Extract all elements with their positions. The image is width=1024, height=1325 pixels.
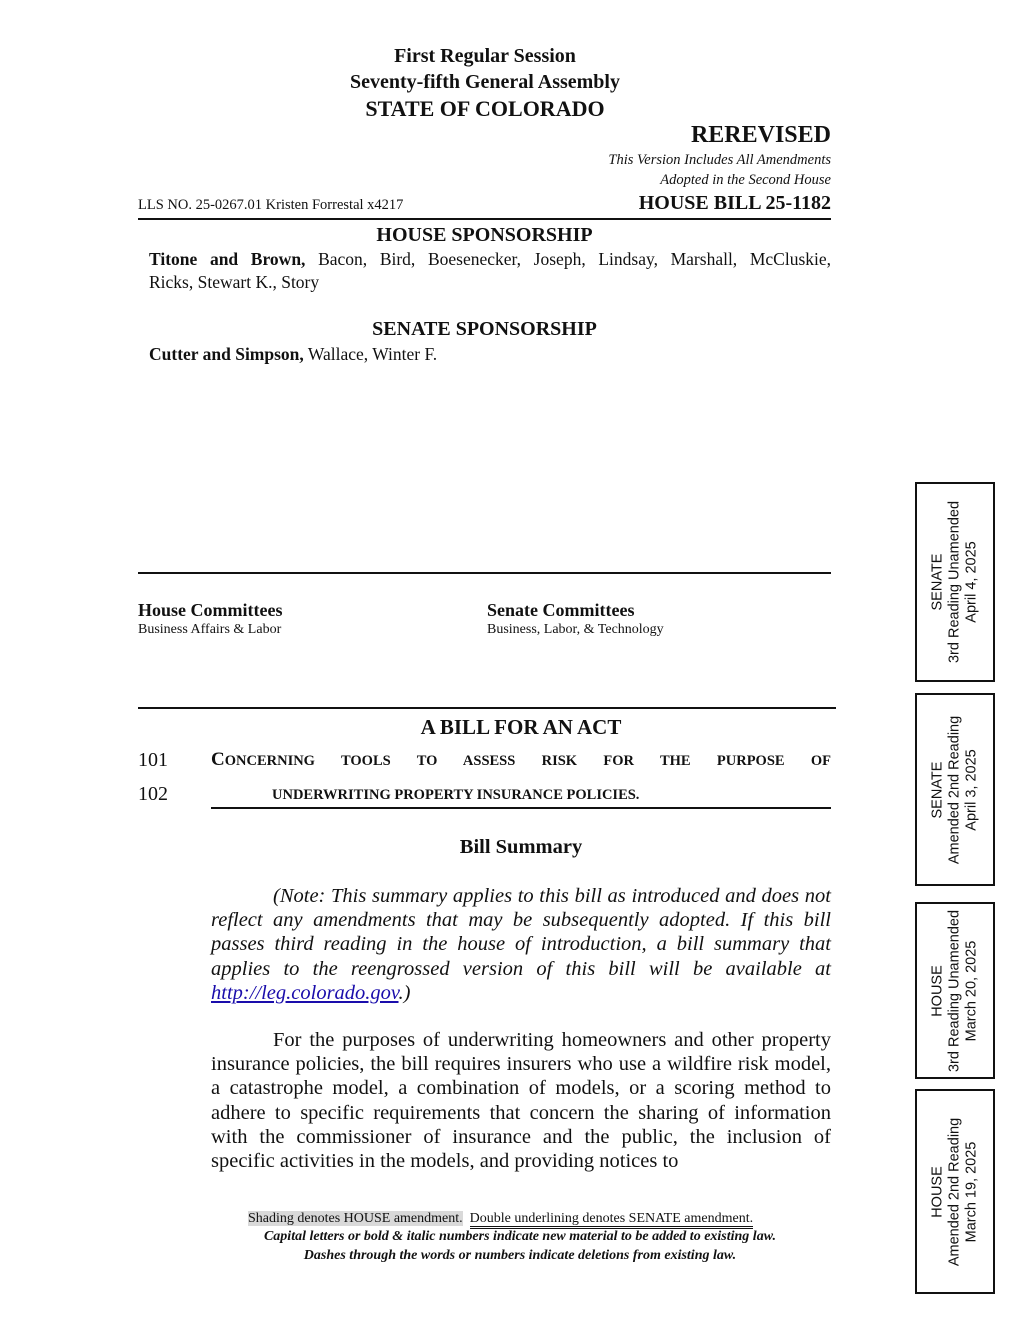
senate-committees-list: Business, Labor, & Technology [487, 622, 664, 637]
senate-prime-sponsors: Cutter and Simpson, [149, 344, 304, 364]
status-date: April 3, 2025 [963, 748, 980, 831]
line-number-102: 102 [138, 783, 168, 805]
status-date: March 20, 2025 [963, 940, 980, 1041]
bill-number: HOUSE BILL 25-1182 [638, 192, 831, 214]
summary-note-close: .) [398, 981, 411, 1004]
house-cosponsors-line2: Ricks, Stewart K., Story [149, 272, 320, 292]
header-rule [138, 218, 831, 220]
state-label: STATE OF COLORADO [365, 96, 605, 121]
house-committees-heading: House Committees [138, 600, 283, 620]
summary-note [211, 884, 831, 1005]
house-sponsors-line1 [149, 249, 831, 270]
bill-title-initial: C [211, 749, 225, 770]
summary-note-text: (Note: This summary applies to this bill as introduced and does not reflect any amendments that may be subsequently adopted. If this bill passes third reading in the house of introduction, a bill summary that applies to the reengrossed version of this bill will be available at [211, 885, 831, 980]
bill-title-line1 [211, 749, 831, 771]
house-sponsorship-heading: HOUSE SPONSORSHIP [376, 224, 593, 246]
lls-number: LLS NO. 25-0267.01 Kristen Forrestal x4217 [138, 197, 404, 213]
status-chamber: HOUSE [929, 964, 946, 1017]
status-box-house-2nd [915, 1089, 995, 1294]
session-label: First Regular Session [394, 45, 576, 67]
assembly-label: Seventy-fifth General Assembly [350, 71, 620, 93]
bill-heading: A BILL FOR AN ACT [420, 715, 622, 739]
version-note-line2: Adopted in the Second House [660, 172, 831, 188]
house-committees-list: Business Affairs & Labor [138, 622, 282, 637]
summary-heading: Bill Summary [459, 836, 583, 858]
status-box-house-3rd-text [930, 909, 981, 1071]
bill-title-line2: UNDERWRITING PROPERTY INSURANCE POLICIES. [272, 787, 640, 803]
status-box-senate-2nd-text [930, 715, 981, 863]
line-number-101: 101 [138, 749, 168, 771]
house-prime-sponsors: Titone and Brown, [149, 249, 306, 269]
senate-cosponsors: Wallace, Winter F. [307, 344, 438, 364]
senate-sponsors [149, 344, 437, 365]
summary-body [211, 1028, 831, 1173]
status-chamber: HOUSE [929, 1165, 946, 1218]
status-action: Amended 2nd Reading [946, 715, 963, 864]
committees-top-rule [138, 572, 831, 574]
house-cosponsors-line1: Bacon, Bird, Boesenecker, Joseph, Lindsay, Marshall, McCluskie, [318, 249, 832, 269]
bill-title-line1-text: ONCERNING TOOLS TO ASSESS RISK FOR THE PURPOSE OF [224, 753, 831, 769]
version-note-line1: This Version Includes All Amendments [608, 152, 831, 168]
amendment-legend [248, 1211, 753, 1227]
capital-letters-note: Capital letters or bold & italic numbers indicate new material to be added to existing law. [263, 1229, 777, 1244]
status-action: 3rd Reading Unamended [946, 500, 963, 664]
status-date: April 4, 2025 [963, 541, 980, 623]
senate-committees-heading: Senate Committees [487, 600, 635, 620]
status-action: Amended 2nd Reading [946, 1117, 963, 1266]
dashes-note: Dashes through the words or numbers indicate deletions from existing law. [303, 1248, 737, 1263]
status-chamber: SENATE [929, 761, 946, 818]
status-box-house-2nd-text [930, 1117, 981, 1265]
version-status: REREVISED [690, 122, 831, 148]
bill-bottom-rule [211, 807, 831, 809]
status-box-senate-3rd [915, 482, 995, 682]
status-box-senate-3rd-text [930, 501, 981, 663]
senate-sponsorship-heading: SENATE SPONSORSHIP [372, 318, 597, 340]
summary-body-text: For the purposes of underwriting homeowners and other property insurance policies, the bill requires insurers who use a wildfire risk model, a catastrophe model, a combination of models, or a scoring method to adhere to specific requirements that concern the sharing of information with the commissioner of insurance and the public, the inclusion of specific activities in the models, and providing notices to [211, 1029, 831, 1173]
status-action: 3rd Reading Unamended [946, 909, 963, 1072]
status-box-senate-2nd [915, 693, 995, 886]
legislature-link[interactable]: http://leg.colorado.gov [211, 981, 399, 1004]
status-box-house-3rd [915, 902, 995, 1079]
status-chamber: SENATE [929, 553, 946, 611]
status-date: March 19, 2025 [963, 1141, 980, 1242]
senate-amendment-legend: Double underlining denotes SENATE amendment. [470, 1211, 753, 1229]
house-amendment-legend: Shading denotes HOUSE amendment. [248, 1211, 463, 1226]
bill-top-rule [138, 707, 836, 709]
